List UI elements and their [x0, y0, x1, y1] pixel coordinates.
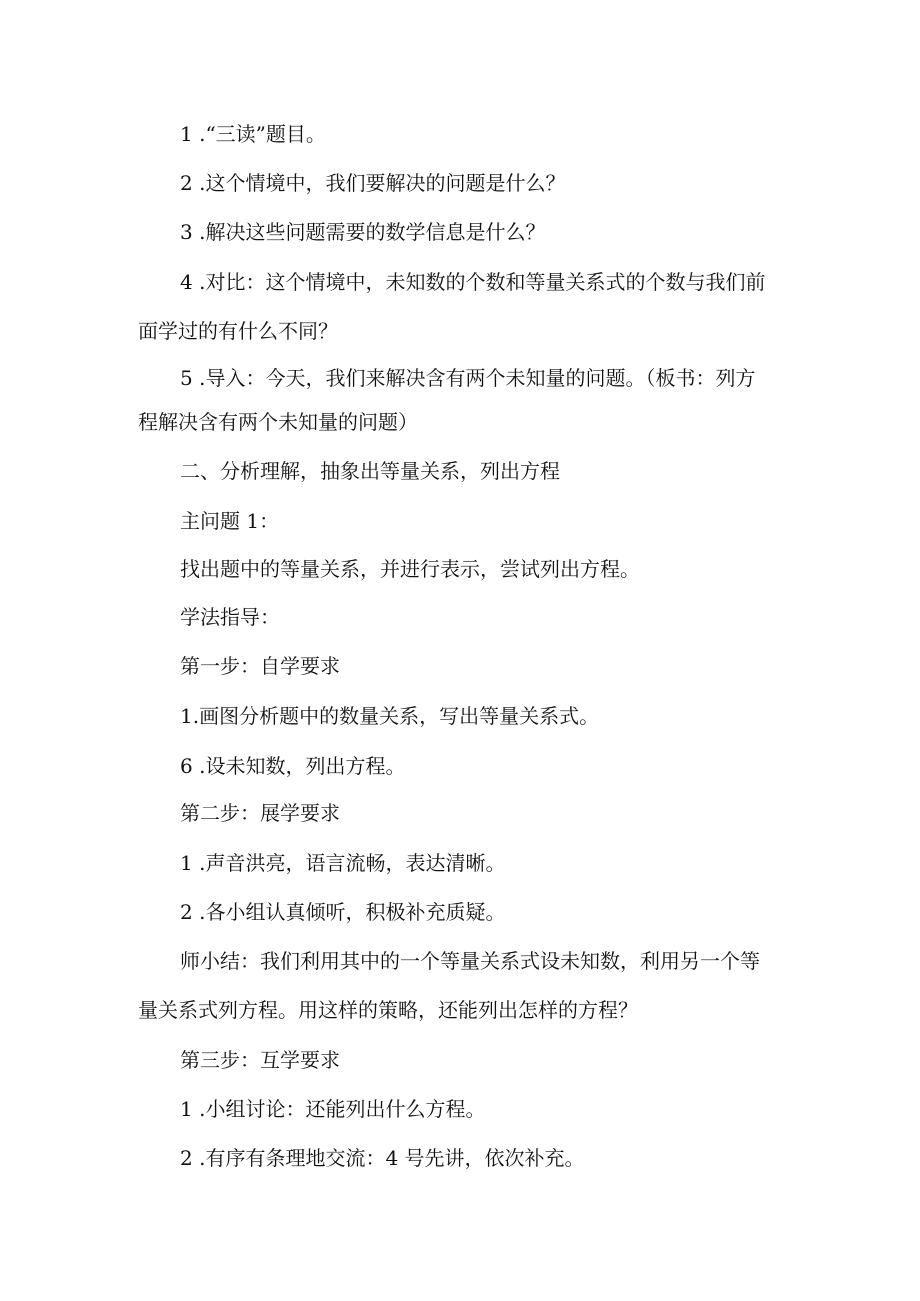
step-three-item-1: 1 .小组讨论：还能列出什么方程。 [180, 1097, 486, 1121]
step-three-heading: 第三步：互学要求 [180, 1048, 340, 1072]
step-two-item-2: 2 .各小组认真倾听，积极补充质疑。 [180, 900, 506, 924]
teacher-summary-line-2: 量关系式列方程。用这样的策略，还能列出怎样的方程？ [138, 998, 638, 1022]
teacher-summary-line-1: 师小结：我们利用其中的一个等量关系式设未知数，利用另一个等 [180, 949, 760, 973]
list-item-5-line-2: 程解决含有两个未知量的问题） [138, 410, 418, 434]
step-two-item-1: 1 .声音洪亮，语言流畅，表达清晰。 [180, 851, 506, 875]
section-heading: 二、分析理解，抽象出等量关系，列出方程 [180, 459, 560, 483]
list-item-4-line-2: 面学过的有什么不同？ [138, 319, 338, 343]
main-question-text: 找出题中的等量关系，并进行表示，尝试列出方程。 [180, 557, 640, 581]
step-one-item-1: 1.画图分析题中的数量关系，写出等量关系式。 [180, 704, 600, 728]
step-three-item-2: 2 .有序有条理地交流：4 号先讲，依次补充。 [180, 1146, 585, 1170]
step-two-heading: 第二步：展学要求 [180, 801, 340, 825]
method-guide-label: 学法指导： [180, 605, 280, 629]
list-item-3: 3 .解决这些问题需要的数学信息是什么？ [180, 220, 546, 244]
step-one-item-2: 6 .设未知数，列出方程。 [180, 754, 406, 778]
list-item-4-line-1: 4 .对比：这个情境中，未知数的个数和等量关系式的个数与我们前 [180, 270, 766, 294]
list-item-5-line-1: 5 .导入：今天，我们来解决含有两个未知量的问题。（板书：列方 [180, 366, 756, 390]
list-item-1: 1 .“三读”题目。 [180, 122, 326, 146]
list-item-2: 2 .这个情境中，我们要解决的问题是什么？ [180, 171, 566, 195]
main-question-label: 主问题 1： [180, 509, 280, 533]
step-one-heading: 第一步：自学要求 [180, 654, 340, 678]
